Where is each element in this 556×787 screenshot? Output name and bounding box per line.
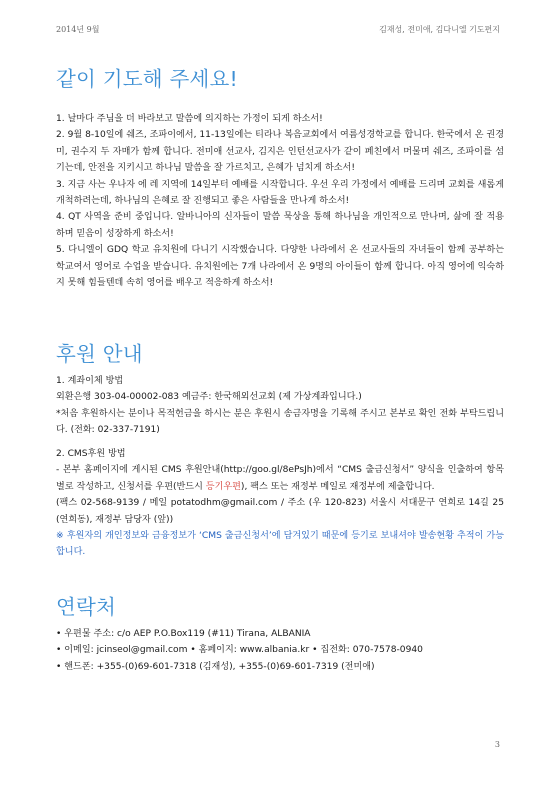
cms-heading: 2. CMS후원 방법 bbox=[56, 449, 126, 459]
transfer-account: 외환은행 303-04-00002-083 예금주: 한국해외선교회 (제 가상계좌입니다.) bbox=[56, 392, 362, 403]
prayer-item-2: 2. 9월 8-10일에 쉐즈, 조파이에서, 11-13일에는 티라나 복음교회에서 여름성경학교를 합니다. 한국에서 온 권경미, 권수지 두 자매가 함께 합니다. 전미애 선교사, 김지은 인턴선교사가 같이 페친에서 머물며 쉐즈, 조파이를 섬기는데, 안전을 지키시고 하나님 말씀을 잘 가르치고, 은혜가 넘치게 하소서! bbox=[56, 130, 504, 174]
cms-text-1: - 본부 홈페이지에 게시된 CMS 후원안내(http://goo.gl/8ePsJh)에서 “CMS 출금신청서” 양식을 인출하여 항목별로 작성하고, 신청서를 우편(반드시 bbox=[56, 465, 504, 492]
contact-address: • 우편물 주소: c/o AEP P.O.Box119 (#11) Tirana, ALBANIA bbox=[56, 629, 311, 639]
transfer-heading: 1. 계좌이체 방법 bbox=[56, 376, 124, 386]
prayer-item-4: 4. QT 사역을 준비 중입니다. 알바니아의 신자들이 말씀 묵상을 통해 하나님을 개인적으로 만나며, 삶에 잘 적용하며 믿음이 성장하게 하소서! bbox=[56, 212, 504, 239]
header-title: 김재성, 전미애, 김다니엘 기도편지 bbox=[379, 25, 500, 34]
header-date: 2014년 9월 bbox=[56, 25, 100, 34]
page-header bbox=[56, 24, 500, 38]
support-section-title: 후원 안내 bbox=[56, 342, 143, 366]
contact-list bbox=[56, 626, 504, 675]
cms-instructions bbox=[56, 462, 504, 495]
cms-registered-mail: 등기우편 bbox=[205, 481, 241, 492]
prayer-list bbox=[56, 111, 504, 291]
prayer-section-title: 같이 기도해 주세요! bbox=[56, 67, 238, 91]
transfer-note: *처음 후원하시는 분이나 목적헌금을 하시는 분은 후원시 송금자명을 기록해 주시고 본부로 확인 전화 부탁드립니다. (전화: 02-337-7191) bbox=[56, 408, 504, 436]
support-transfer bbox=[56, 373, 504, 439]
prayer-item-3: 3. 지금 사는 우나자 에 레 지역에 14일부터 예배를 시작합니다. 우선 우리 가정에서 예배를 드리며 교회를 새롭게 개척하려는데, 하나님의 은혜로 잘 진행되고 좋은 사람들을 만나게 하소서! bbox=[56, 179, 504, 207]
support-cms bbox=[56, 446, 504, 561]
cms-privacy-note: ※ 후원자의 개인정보와 금융정보가 ‘CMS 출금신청서’에 담겨있기 때문에 등기로 보내셔야 발송현황 추적이 가능합니다. bbox=[56, 531, 504, 558]
cms-contact: (팩스 02-568-9139 / 메일 potatodhm@gmail.com / 주소 (우 120-823) 서울시 서대문구 연희로 14길 25 (연희동), 재정부 담당자 (앞)) bbox=[56, 498, 504, 525]
contact-email-web: • 이메일: jcinseol@gmail.com • 홈페이지: www.albania.kr • 집전화: 070-7578-0940 bbox=[56, 645, 423, 656]
contact-section-title: 연락처 bbox=[56, 595, 117, 619]
cms-text-2: ), 팩스 또는 재정부 메일로 재정부에 제출합니다. bbox=[240, 481, 435, 492]
prayer-item-1: 1. 날마다 주님을 더 바라보고 말씀에 의지하는 가정이 되게 하소서! bbox=[56, 114, 323, 124]
contact-mobile: • 핸드폰: +355-(0)69-601-7318 (김재성), +355-(0)69-601-7319 (전미애) bbox=[56, 661, 375, 672]
page-number: 3 bbox=[494, 740, 500, 749]
prayer-item-5: 5. 다니엘이 GDQ 학교 유치원에 다니기 시작했습니다. 다양한 나라에서 온 선교사들의 자녀들이 함께 공부하는 학교여서 영어로 수업을 받습니다. 유치원에는 7개 나라에서 온 9명의 아이들이 함께 합니다. 아직 영어에 익숙하지 못해 힘들텐데 속히 영어를 배우고 적응하게 하소서! bbox=[56, 245, 504, 289]
